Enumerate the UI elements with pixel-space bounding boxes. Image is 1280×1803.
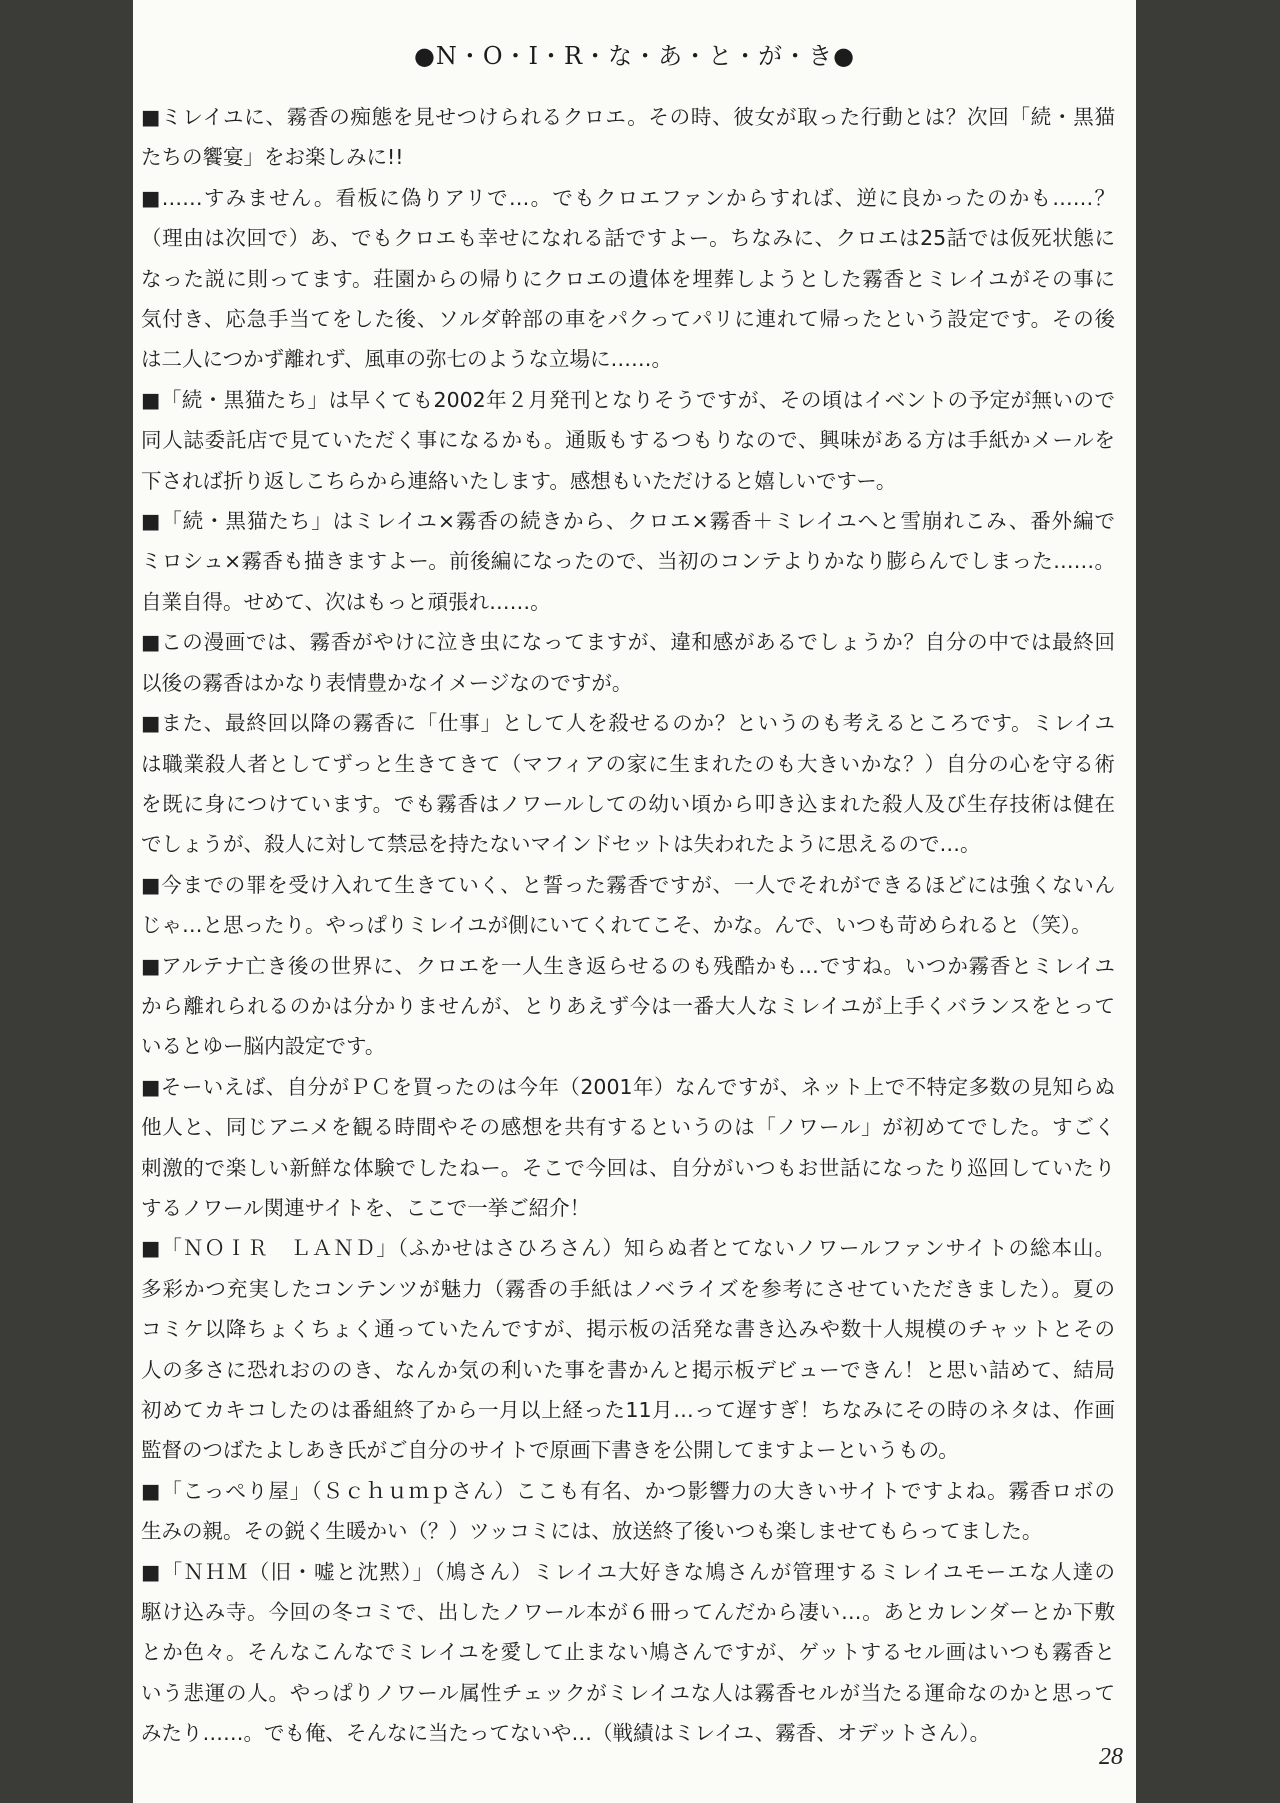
paragraph [141,622,1115,703]
paragraph [141,97,1115,178]
paper-page [133,0,1136,1803]
text-line: 自業自得。せめて、次はもっと頑張れ……。 [141,589,551,614]
text-line: ■「続・黒猫たち」は早くても2002年２月発刊となりそうですが、その頃はイベントの予定が無いので [141,387,1115,412]
text-line: 駆け込み寺。今回の冬コミで、出したノワール本が６冊ってんだから凄い…。あとカレンダーとか下敷 [141,1600,1115,1625]
text-line: 生みの親。その鋭く生暖かい（？）ツッコミには、放送終了後いつも楽しませてもらってました。 [141,1519,1043,1544]
text-line: ■また、最終回以降の霧香に「仕事」として人を殺せるのか？というのも考えるところです。ミレイユ [141,711,1115,736]
text-line: コミケ以降ちょくちょく通っていたんですが、掲示板の活発な書き込みや数十人規模のチャットとその [141,1317,1115,1342]
text-line: ■……すみません。看板に偽りアリで…。でもクロエファンからすれば、逆に良かったのかも……？ [141,185,1115,210]
text-line: 同人誌委託店で見ていただく事になるかも。通販もするつもりなので、興味がある方は手紙かメールを [141,428,1115,453]
text-line: ■この漫画では、霧香がやけに泣き虫になってますが、違和感があるでしょうか？自分の中では最終回 [141,630,1115,655]
text-line: ■「ＮＯＩＲ ＬＡＮＤ」（ふかせはさひろさん）知らぬ者とてないノワールファンサイトの総本山。 [141,1236,1115,1261]
text-line: とか色々。そんなこんなでミレイユを愛して止まない鳩さんですが、ゲットするセル画はいつも霧香と [141,1640,1115,1665]
text-line: みたり……。でも俺、そんなに当たってないや…（戦績はミレイユ、霧香、オデットさん）。 [141,1721,991,1746]
text-line: でしょうが、殺人に対して禁忌を持たないマインドセットは失われたように思えるので…。 [141,832,981,857]
text-line: 多彩かつ充実したコンテンツが魅力（霧香の手紙はノベライズを参考にさせていただきました）。夏の [141,1276,1115,1301]
text-line: なった説に則ってます。荘園からの帰りにクロエの遺体を埋葬しようとした霧香とミレイユがその事に [141,266,1115,291]
text-line: たちの饗宴」をお楽しみに!! [141,145,404,170]
paragraph [141,1067,1115,1229]
paragraph [141,1228,1115,1470]
text-line: ■アルテナ亡き後の世界に、クロエを一人生き返らせるのも残酷かも…ですね。いつか霧香とミレイユ [141,953,1115,978]
text-line: ■ミレイユに、霧香の痴態を見せつけられるクロエ。その時、彼女が取った行動とは？次回「続・黒猫 [141,105,1115,129]
page-number: 28 [1099,1744,1123,1770]
paragraph [141,380,1115,501]
text-line: から離れられるのかは分かりませんが、とりあえず今は一番大人なミレイユが上手くバランスをとって [141,993,1115,1018]
text-line: ミロシュ×霧香も描きますよー。前後編になったので、当初のコンテよりかなり膨らんでしまった……。 [141,549,1115,574]
paragraph [141,703,1115,865]
paragraph [141,865,1115,946]
paragraph [141,1552,1115,1754]
text-line: 初めてカキコしたのは番組終了から一月以上経った11月…って遅すぎ！ちなみにその時のネタは、作画 [141,1398,1115,1422]
text-line: （理由は次回で）あ、でもクロエも幸せになれる話ですよー。ちなみに、クロエは25話では仮死状態に [141,226,1115,251]
text-line: 下されば折り返しこちらから連絡いたします。感想もいただけると嬉しいですー。 [141,468,897,493]
text-line: 気付き、応急手当てをした後、ソルダ幹部の車をパクってパリに連れて帰ったという設定です。その後 [141,307,1115,332]
paragraph [141,1471,1115,1552]
text-line: するノワール関連サイトを、ここで一挙ご紹介！ [141,1195,591,1220]
text-line: じゃ…と思ったり。やっぱりミレイユが側にいてくれてこそ、かな。んで、いつも苛められると（笑）。 [141,913,1092,938]
page-title: ●N・O・I・R・な・あ・と・が・き● [413,42,856,70]
text-line: 以後の霧香はかなり表情豊かなイメージなのですが。 [141,670,633,695]
text-line: いう悲運の人。やっぱりノワール属性チェックがミレイユな人は霧香セルが当たる運命なのかと思って [141,1680,1115,1705]
text-line: ■そーいえば、自分がＰＣを買ったのは今年（2001年）なんですが、ネット上で不特定多数の見知らぬ [141,1074,1115,1099]
text-line: 監督のつばたよしあき氏がご自分のサイトで原画下書きを公開してますよーというもの。 [141,1438,959,1463]
text-line: 他人と、同じアニメを観る時間やその感想を共有するというのは「ノワール」が初めてでした。すごく [141,1115,1115,1140]
text-line: 人の多さに恐れおののき、なんか気の利いた事を書かんと掲示板デビューできん！と思い詰めて、結局 [141,1357,1115,1382]
text-line: ■今までの罪を受け入れて生きていく、と誓った霧香ですが、一人でそれができるほどには強くないん [141,872,1115,897]
text-line: は二人につかず離れず、風車の弥七のような立場に……。 [141,347,672,372]
text-line: は職業殺人者としてずっと生きてきて（マフィアの家に生まれたのも大きいかな？）自分の心を守る術 [141,751,1115,776]
paragraph [141,501,1115,622]
text-line: ■「こっぺり屋」（Ｓｃｈｕｍｐさん）ここも有名、かつ影響力の大きいサイトですよね。霧香ロボの [141,1478,1115,1503]
text-line: ■「続・黒猫たち」はミレイユ×霧香の続きから、クロエ×霧香＋ミレイユへと雪崩れこみ、番外編で [141,509,1115,534]
text-line: 刺激的で楽しい新鮮な体験でしたねー。そこで今回は、自分がいつもお世話になったり巡回していたり [141,1155,1115,1180]
text-line: いるとゆー脳内設定です。 [141,1034,386,1059]
paragraph [141,946,1115,1067]
text-line: を既に身につけています。でも霧香はノワールしての幼い頃から叩き込まれた殺人及び生存技術は健在 [141,791,1115,816]
text-line: ■「ＮＨＭ（旧・嘘と沈黙）」（鳩さん）ミレイユ大好きな鳩さんが管理するミレイユモーエな人達の [141,1559,1115,1584]
paragraph [141,178,1115,380]
afterword-body [141,97,1115,1754]
